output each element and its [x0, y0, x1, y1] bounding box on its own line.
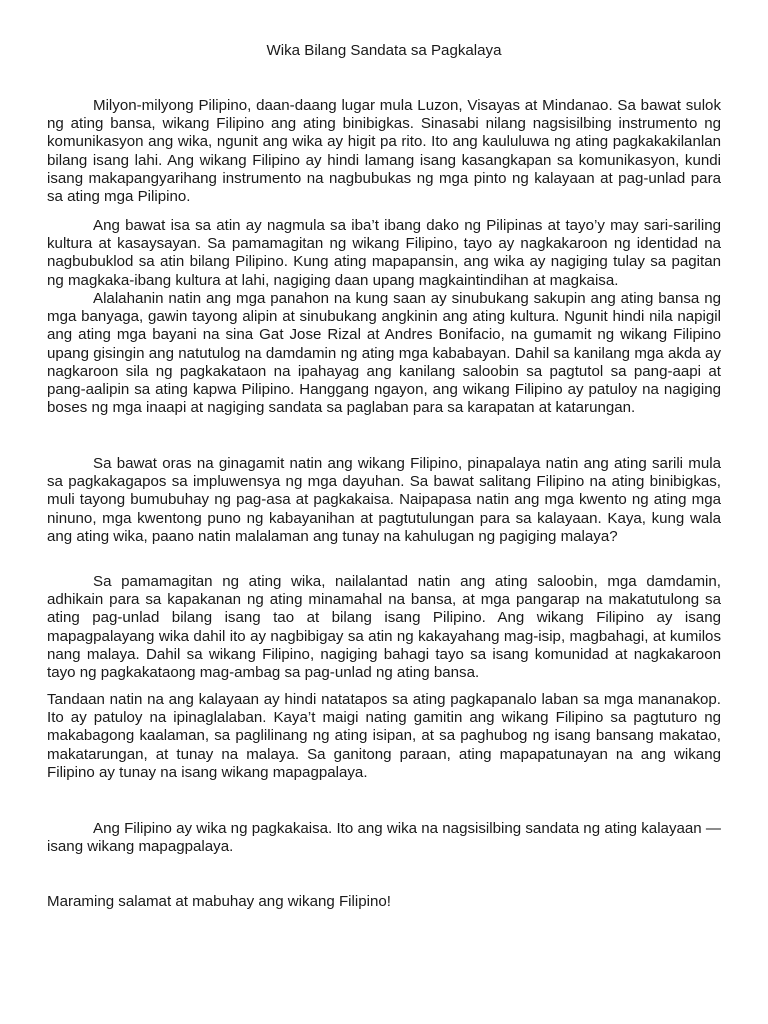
paragraph-4: Sa bawat oras na ginagamit natin ang wikang Filipino, pinapalaya natin ang ating sarili mula sa pagkakagapos sa impluwensya ng mga dayuhan. Sa bawat salitang Filipino na ating binibigkas, muli tayong bumubuhay ng pag-asa at pagkakaisa. Naipapasa natin ang mga kwento ng ating mga ninuno, mga kwentong puno ng kabayanihan at pagtutulungan para sa kalayaan. Kaya, kung wala ang ating wika, paano natin malalaman ang tunay na kahulugan ng pagiging malaya?: [47, 455, 721, 545]
paragraph-6: Tandaan natin na ang kalayaan ay hindi natatapos sa ating pagkapanalo laban sa mga mananakop. Ito ay patuloy na ipinaglalaban. Kaya’t maigi nating gamitin ang wikang Filipino sa pagtuturo ng makabagong kaalaman, sa paglilinang ng ating isipan, at sa paghubog ng isang bansang makatao, makatarungan, at tunay na malaya. Sa ganitong paraan, ating mapapatunayan na ang wikang Filipino ay tunay na isang wikang mapagpalaya.: [47, 691, 721, 781]
paragraph-1: Milyon-milyong Pilipino, daan-daang lugar mula Luzon, Visayas at Mindanao. Sa bawat sulok ng ating bansa, wikang Filipino ang ating binibigkas. Sinasabi nilang nagsisilbing instrumento ng komunikasyon ang wika, ngunit ang wika ay higit pa rito. Ito ang kaululuwa ng ating pagkakakilanlan bilang isang lahi. Ang wikang Filipino ay hindi lamang isang kasangkapan sa komunikasyon, kundi isang makapangyarihang instrumento na nagbubukas ng mga pinto ng kalayaan at pag-unlad para sa ating mga Pilipino.: [47, 97, 721, 206]
closing-line: Maraming salamat at mabuhay ang wikang Filipino!: [47, 893, 391, 910]
paragraph-7: Ang Filipino ay wika ng pagkakaisa. Ito ang wika na nagsisilbing sandata ng ating kalayaan —isang wikang mapagpalaya.: [47, 820, 721, 856]
paragraph-5: Sa pamamagitan ng ating wika, nailalantad natin ang ating saloobin, mga damdamin, adhikain para sa kapakanan ng ating minamahal na bansa, at mga pangarap na makatutulong sa ating pag-unlad bilang isang tao at bilang isang Pilipino. Ang wikang Filipino ay isang mapagpalayang wika dahil ito ay nagbibigay sa atin ng kakayahang mag-isip, magbahagi, at kumilos nang malaya. Dahil sa wikang Filipino, nagiging bahagi tayo sa isang komunidad at nagkakaroon tayo ng pagkakataong mag-ambag sa pag-unlad ng ating bansa.: [47, 573, 721, 682]
paragraph-2: Ang bawat isa sa atin ay nagmula sa iba’t ibang dako ng Pilipinas at tayo’y may sari-sariling kultura at kasaysayan. Sa pamamagitan ng wikang Filipino, tayo ay nagkakaroon ng identidad na nagbubuklod sa atin bilang Pilipino. Kung ating mapapansin, ang wika ay nagiging tulay sa pagitan ng magkaka-ibang kultura at lahi, nagiging daan upang magkaintindihan at magkaisa.: [47, 217, 721, 289]
paragraph-3: Alalahanin natin ang mga panahon na kung saan ay sinubukang sakupin ang ating bansa ng mga banyaga, gawin tayong alipin at sinubukang angkinin ang ating kultura. Ngunit hindi nila napigil ang ating mga bayani na sina Gat Jose Rizal at Andres Bonifacio, na gumamit ng wikang Filipino upang gisingin ang natutulog na damdamin ng ating mga kababayan. Dahil sa kanilang mga akda ay nagkaroon sila ng pagkakataon na ipahayag ang kanilang saloobin sa pagtutol sa pang-aapi at pang-aalipin sa ating kapwa Pilipino. Hanggang ngayon, ang wikang Filipino ay patuloy na nagiging boses ng mga inaapi at nagiging sandata sa paglaban para sa karapatan at katarungan.: [47, 290, 721, 417]
document-title: Wika Bilang Sandata sa Pagkalaya: [266, 42, 502, 59]
